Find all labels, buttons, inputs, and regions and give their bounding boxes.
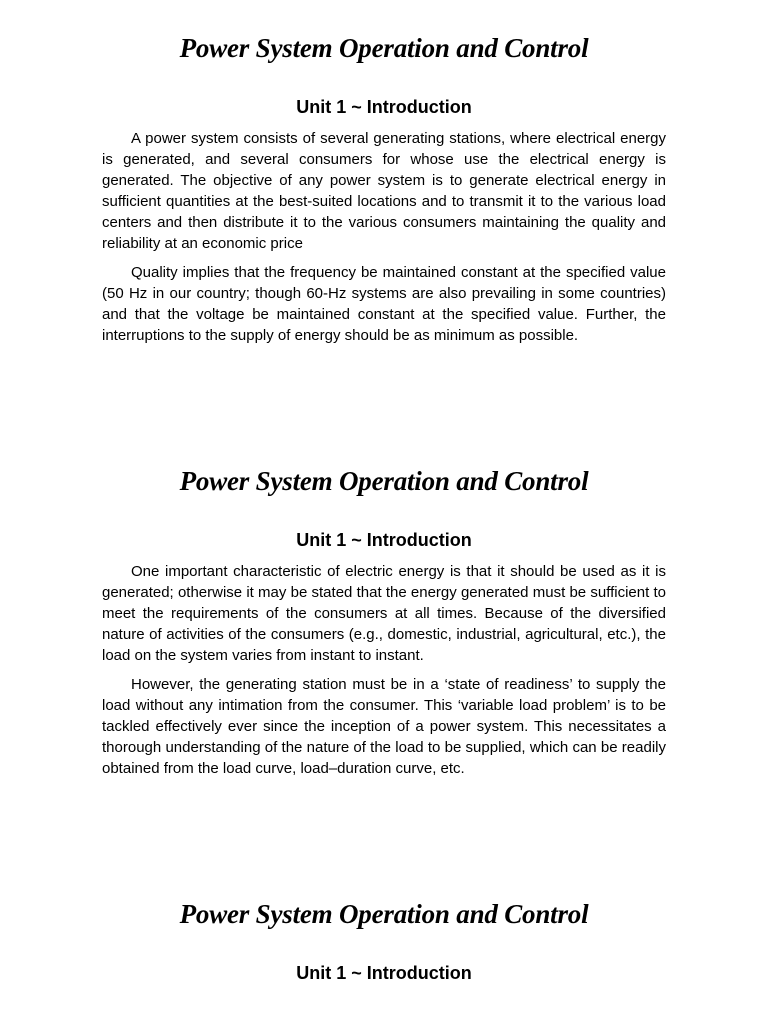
document-page-2 — [0, 463, 768, 787]
page-title: Power System Operation and Control — [179, 466, 589, 496]
unit-heading: Unit 1 ~ Introduction — [296, 963, 472, 983]
body-text — [102, 128, 666, 346]
paragraph: Quality implies that the frequency be maintained constant at the specified value (50 Hz in our country; though 60-Hz systems are also prevailing in some countries) and that the voltage be maintained constant at the specified value. Further, the interruptions to the supply of energy should be as minimum as possible. — [102, 264, 666, 344]
page-title: Power System Operation and Control — [179, 33, 589, 63]
paragraph: However, the generating station must be in a ‘state of readiness’ to supply the load without any intimation from the consumer. This ‘variable load problem’ is to be tackled effectively ever since the inception of a power system. This necessitates a thorough understanding of the nature of the load to be supplied, which can be readily obtained from the load curve, load–duration curve, etc. — [102, 676, 666, 777]
paragraph: A power system consists of several generating stations, where electrical energy is generated, and several consumers for whose use the electrical energy is generated. The objective of any power system is to generate electrical energy in sufficient quantities at the best-suited locations and to transmit it to the various load centers and then distribute it to the various consumers maintaining the quality and reliability at an economic price — [102, 130, 666, 252]
page-title: Power System Operation and Control — [179, 899, 589, 929]
document-page-3 — [0, 896, 768, 984]
paragraph: One important characteristic of electric energy is that it should be used as it is generated; otherwise it may be stated that the energy generated must be sufficient to meet the requirements of the consumers at all times. Because of the diversified nature of activities of the consumers (e.g., domestic, industrial, agricultural, etc.), the load on the system varies from instant to instant. — [102, 563, 666, 664]
body-text — [102, 561, 666, 779]
document-page-1 — [0, 30, 768, 354]
unit-heading: Unit 1 ~ Introduction — [296, 97, 472, 117]
unit-heading: Unit 1 ~ Introduction — [296, 530, 472, 550]
